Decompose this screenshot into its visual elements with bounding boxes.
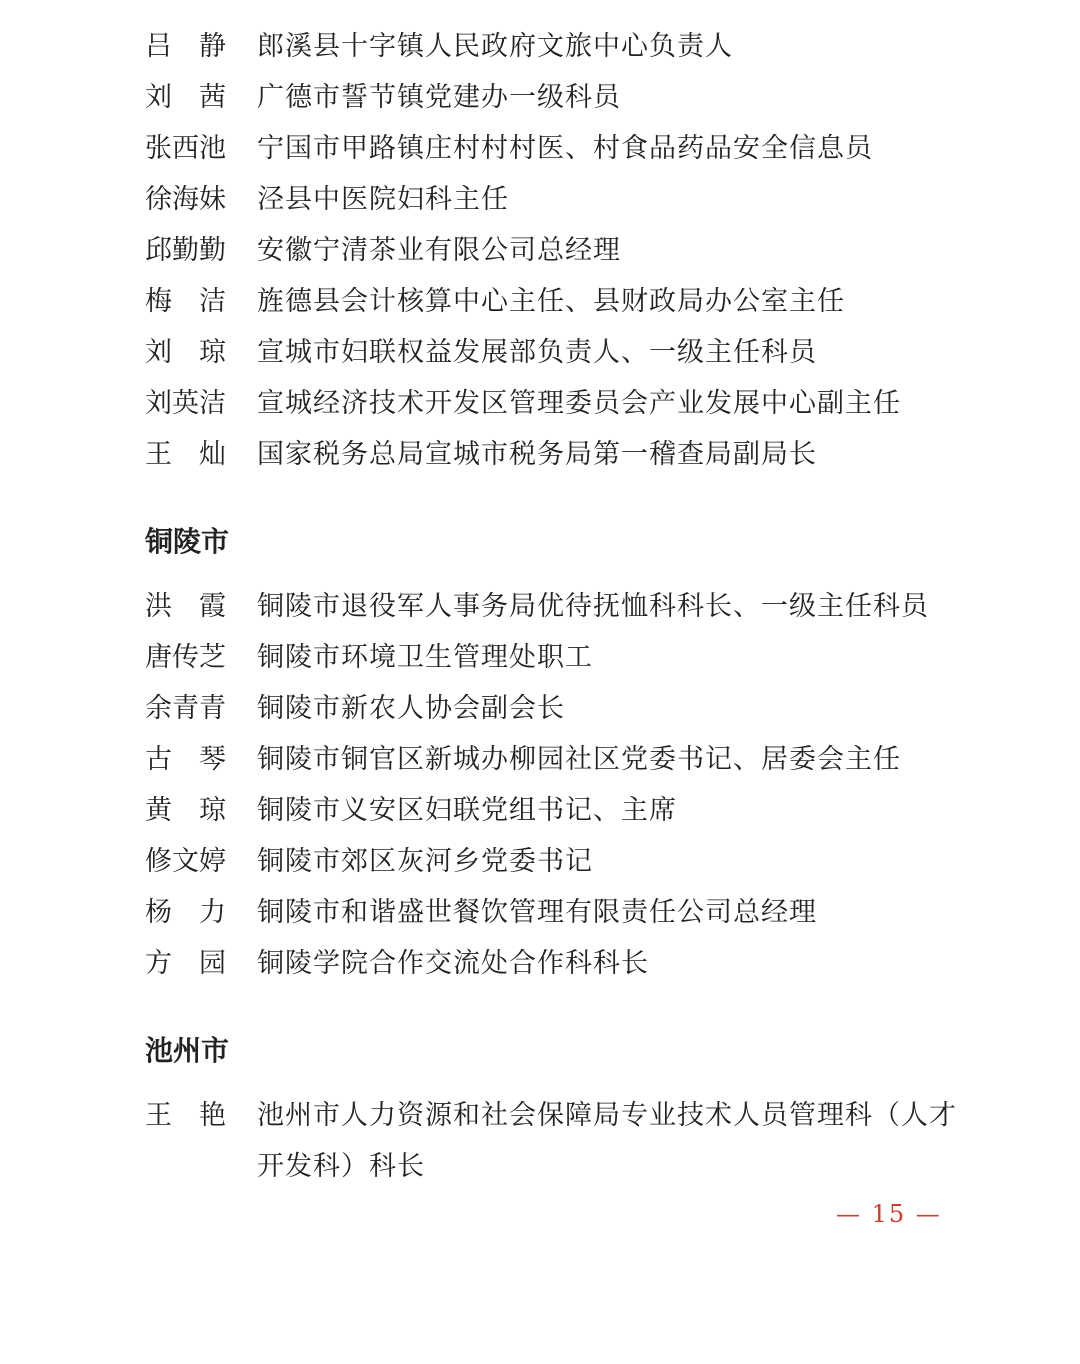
- person-name: 邱勤勤: [145, 235, 226, 266]
- person-name: 王 灿: [145, 439, 226, 470]
- list-item: [145, 893, 817, 933]
- list-item: [145, 435, 817, 475]
- list-item: [145, 180, 509, 220]
- list-item: [145, 27, 733, 67]
- person-title: 宣城市妇联权益发展部负责人、一级主任科员: [257, 337, 817, 368]
- person-name: 方 园: [145, 948, 226, 979]
- person-name: 徐海妹: [145, 184, 226, 215]
- person-title: 铜陵市环境卫生管理处职工: [257, 642, 593, 673]
- person-title: 铜陵市铜官区新城办柳园社区党委书记、居委会主任: [257, 744, 901, 775]
- list-item: [145, 944, 649, 984]
- person-title: 安徽宁清茶业有限公司总经理: [257, 235, 621, 266]
- list-item: [145, 689, 565, 729]
- person-name: 余青青: [145, 693, 226, 724]
- person-title: 旌德县会计核算中心主任、县财政局办公室主任: [257, 286, 845, 317]
- person-title: 泾县中医院妇科主任: [257, 184, 509, 215]
- person-title: 国家税务总局宣城市税务局第一稽查局副局长: [257, 439, 817, 470]
- person-name: 杨 力: [145, 897, 226, 928]
- person-name: 吕 静: [145, 31, 226, 62]
- list-item: [145, 842, 593, 882]
- list-item: [145, 282, 845, 322]
- person-name: 刘 琼: [145, 337, 226, 368]
- person-name: 梅 洁: [145, 286, 226, 317]
- page-number: — 15 —: [836, 1200, 942, 1228]
- person-title: 铜陵市义安区妇联党组书记、主席: [257, 795, 677, 826]
- person-name: 张西池: [145, 133, 226, 164]
- person-name: 洪 霞: [145, 591, 226, 622]
- person-name: 王 艳: [145, 1100, 226, 1131]
- person-name: 刘英洁: [145, 388, 226, 419]
- person-title: 铜陵市和谐盛世餐饮管理有限责任公司总经理: [257, 897, 817, 928]
- list-item: [145, 231, 621, 271]
- person-name: 黄 琼: [145, 795, 226, 826]
- list-item: [145, 740, 901, 780]
- person-name: 修文婷: [145, 846, 226, 877]
- person-title: 郎溪县十字镇人民政府文旅中心负责人: [257, 31, 733, 62]
- person-title: 铜陵市新农人协会副会长: [257, 693, 565, 724]
- list-item: [145, 333, 817, 373]
- person-title: 宁国市甲路镇庄村村村医、村食品药品安全信息员: [257, 133, 873, 164]
- person-title: 宣城经济技术开发区管理委员会产业发展中心副主任: [257, 388, 901, 419]
- person-title: 池州市人力资源和社会保障局专业技术人员管理科（人才开发科）科长: [257, 1100, 957, 1182]
- list-item: [145, 384, 901, 424]
- person-name: 古 琴: [145, 744, 226, 775]
- list-item: [145, 587, 929, 627]
- list-item: [145, 1096, 257, 1136]
- person-title: 铜陵学院合作交流处合作科科长: [257, 948, 649, 979]
- person-name: 唐传芝: [145, 642, 226, 673]
- person-title: 铜陵市郊区灰河乡党委书记: [257, 846, 593, 877]
- list-item: [145, 129, 873, 169]
- person-title: 广德市誓节镇党建办一级科员: [257, 82, 621, 113]
- list-item: [145, 638, 593, 678]
- list-item: [145, 78, 621, 118]
- section-heading: 铜陵市: [145, 525, 230, 558]
- list-item: [145, 791, 677, 831]
- person-title: 铜陵市退役军人事务局优待抚恤科科长、一级主任科员: [257, 591, 929, 622]
- person-name: 刘 茜: [145, 82, 226, 113]
- section-heading: 池州市: [145, 1034, 230, 1067]
